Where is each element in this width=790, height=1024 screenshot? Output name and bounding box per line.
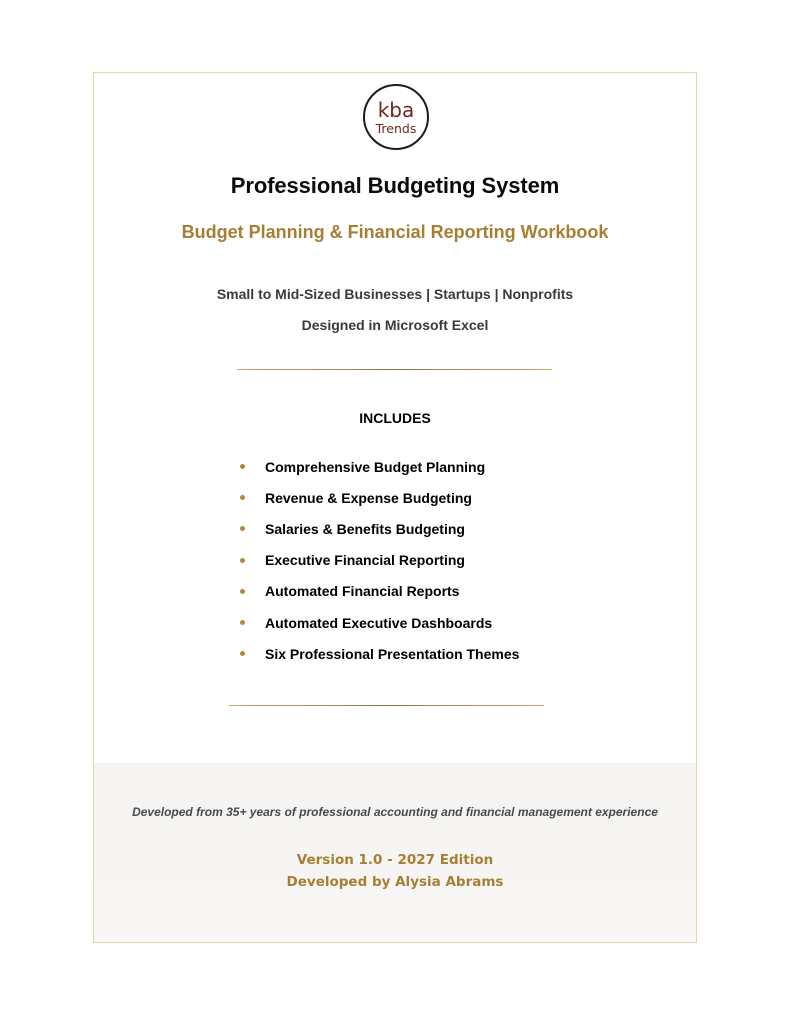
author-credit: Developed by Alysia Abrams bbox=[286, 874, 504, 890]
logo-icon bbox=[365, 86, 427, 148]
platform-note: Designed in Microsoft Excel bbox=[301, 317, 489, 333]
list-item bbox=[240, 607, 560, 638]
list-item bbox=[240, 482, 560, 513]
list-item-label: Automated Financial Reports bbox=[265, 583, 460, 600]
bullet-icon bbox=[240, 464, 245, 469]
list-item bbox=[240, 638, 560, 669]
bullet-icon bbox=[240, 589, 245, 594]
logo-text-trends: Trends bbox=[375, 121, 417, 136]
list-item-label: Salaries & Benefits Budgeting bbox=[265, 520, 465, 537]
bullet-icon bbox=[240, 558, 245, 563]
includes-heading: INCLUDES bbox=[359, 410, 431, 426]
bullet-icon bbox=[240, 651, 245, 656]
list-item bbox=[240, 513, 560, 544]
list-item bbox=[240, 451, 560, 482]
list-item bbox=[240, 576, 560, 607]
list-item-label: Revenue & Expense Budgeting bbox=[265, 489, 472, 506]
list-item-label: Six Professional Presentation Themes bbox=[265, 645, 520, 662]
bullet-icon bbox=[240, 526, 245, 531]
experience-statement: Developed from 35+ years of professional accounting and financial management experience bbox=[132, 805, 658, 819]
list-item bbox=[240, 545, 560, 576]
list-item-label: Automated Executive Dashboards bbox=[265, 614, 493, 631]
divider-top bbox=[237, 369, 552, 370]
list-item-label: Comprehensive Budget Planning bbox=[265, 458, 486, 475]
divider-bottom bbox=[229, 705, 544, 706]
list-item-label: Executive Financial Reporting bbox=[265, 552, 465, 569]
logo-text-kba: kba bbox=[377, 98, 415, 122]
document-subtitle: Budget Planning & Financial Reporting Workbook bbox=[181, 222, 609, 242]
target-audience: Small to Mid-Sized Businesses | Startups | Nonprofits bbox=[216, 286, 574, 302]
version-label: Version 1.0 - 2027 Edition bbox=[296, 852, 494, 868]
cover-page bbox=[93, 72, 697, 943]
bullet-icon bbox=[240, 620, 245, 625]
bullet-icon bbox=[240, 495, 245, 500]
kba-trends-logo bbox=[363, 84, 429, 150]
includes-list bbox=[240, 451, 560, 669]
document-title: Professional Budgeting System bbox=[230, 173, 560, 198]
